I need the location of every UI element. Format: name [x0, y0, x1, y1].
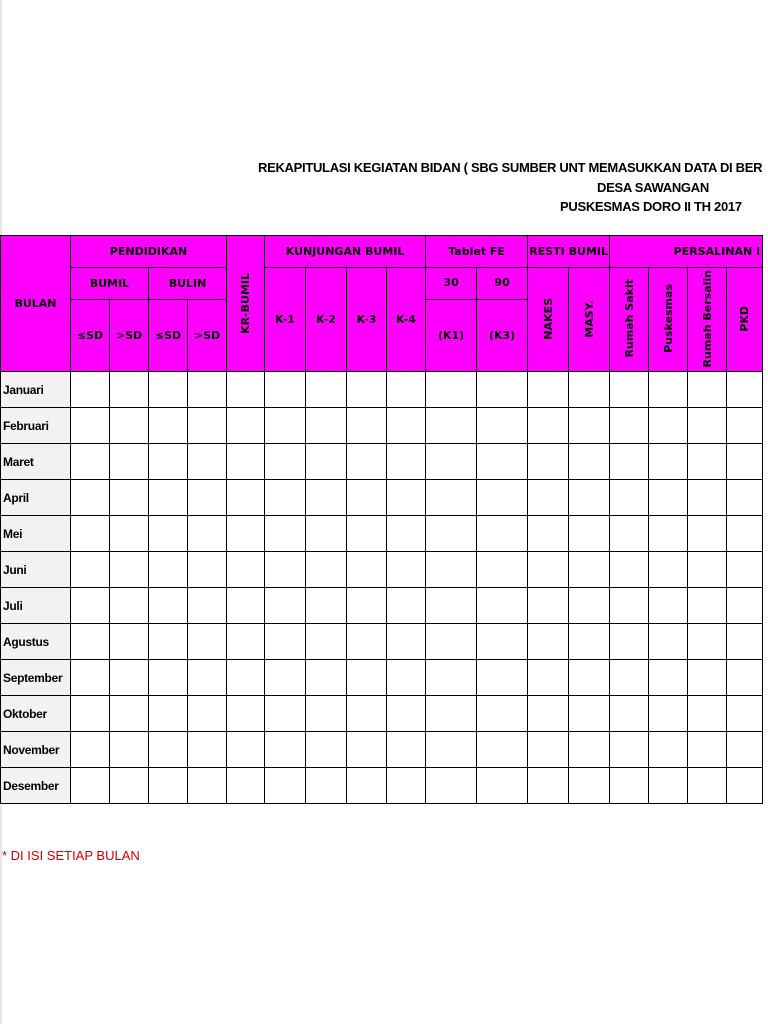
header-kr-bumil: [227, 236, 265, 372]
data-cell[interactable]: [347, 660, 387, 696]
table-row: [1, 624, 763, 660]
data-cell[interactable]: [306, 732, 347, 768]
data-cell[interactable]: [477, 408, 528, 444]
data-cell[interactable]: [306, 408, 347, 444]
data-cell[interactable]: [649, 696, 688, 732]
data-cell[interactable]: [387, 768, 426, 804]
data-cell[interactable]: [110, 552, 149, 588]
data-cell[interactable]: [110, 732, 149, 768]
data-cell[interactable]: [71, 732, 110, 768]
data-cell[interactable]: [347, 696, 387, 732]
header-persalinan: PERSALINAN I: [610, 236, 763, 268]
pkd-label: PKD: [738, 305, 752, 332]
table-row: [1, 588, 763, 624]
data-cell[interactable]: [265, 624, 306, 660]
month-label: Mei: [1, 516, 71, 552]
header-nakes: [528, 268, 569, 372]
data-cell[interactable]: [528, 480, 569, 516]
data-cell[interactable]: [347, 732, 387, 768]
data-cell[interactable]: [649, 768, 688, 804]
table-row: [1, 732, 763, 768]
data-cell[interactable]: [477, 372, 528, 408]
data-cell[interactable]: [306, 768, 347, 804]
data-cell[interactable]: [569, 732, 610, 768]
data-cell[interactable]: [477, 516, 528, 552]
header-masy: [569, 268, 610, 372]
data-cell[interactable]: [426, 444, 477, 480]
data-cell[interactable]: [426, 768, 477, 804]
data-cell[interactable]: [149, 444, 188, 480]
data-cell[interactable]: [649, 444, 688, 480]
header-rumah-bersalin: [688, 268, 727, 372]
kr-bumil-label: KR-BUMIL: [239, 273, 253, 334]
data-cell[interactable]: [265, 408, 306, 444]
data-cell[interactable]: [188, 588, 227, 624]
data-cell[interactable]: [188, 372, 227, 408]
data-cell[interactable]: [387, 588, 426, 624]
data-cell[interactable]: [528, 588, 569, 624]
data-cell[interactable]: [569, 480, 610, 516]
data-cell[interactable]: [188, 768, 227, 804]
data-cell[interactable]: [188, 552, 227, 588]
data-cell[interactable]: [227, 372, 265, 408]
rumah-sakit-label: Rumah Sakit: [622, 279, 636, 358]
data-cell[interactable]: [265, 372, 306, 408]
data-cell[interactable]: [477, 624, 528, 660]
data-cell[interactable]: [426, 480, 477, 516]
data-cell[interactable]: [227, 552, 265, 588]
data-cell[interactable]: [110, 768, 149, 804]
data-cell[interactable]: [477, 444, 528, 480]
data-cell[interactable]: [306, 516, 347, 552]
data-cell[interactable]: [688, 444, 727, 480]
data-cell[interactable]: [188, 516, 227, 552]
data-cell[interactable]: [149, 516, 188, 552]
data-cell[interactable]: [227, 444, 265, 480]
data-cell[interactable]: [688, 372, 727, 408]
data-cell[interactable]: [649, 660, 688, 696]
data-cell[interactable]: [649, 552, 688, 588]
header-bumil-gt-sd: >SD: [110, 300, 149, 372]
data-cell[interactable]: [188, 696, 227, 732]
data-cell[interactable]: [387, 660, 426, 696]
data-cell[interactable]: [649, 372, 688, 408]
data-cell[interactable]: [306, 660, 347, 696]
data-cell[interactable]: [528, 732, 569, 768]
data-cell[interactable]: [227, 660, 265, 696]
header-k2: K-2: [306, 268, 347, 372]
data-cell[interactable]: [610, 696, 649, 732]
month-label: April: [1, 480, 71, 516]
data-cell[interactable]: [347, 408, 387, 444]
header-tablet-30: 30: [426, 268, 477, 300]
month-label: Juni: [1, 552, 71, 588]
data-cell[interactable]: [347, 480, 387, 516]
data-cell[interactable]: [306, 552, 347, 588]
data-cell[interactable]: [387, 696, 426, 732]
table-row: [1, 372, 763, 408]
header-bulin-le-sd: ≤SD: [149, 300, 188, 372]
data-cell[interactable]: [426, 588, 477, 624]
data-cell[interactable]: [688, 624, 727, 660]
data-cell[interactable]: [727, 480, 763, 516]
data-cell[interactable]: [347, 768, 387, 804]
data-cell[interactable]: [71, 624, 110, 660]
data-cell[interactable]: [727, 696, 763, 732]
table-row: [1, 516, 763, 552]
data-cell[interactable]: [71, 480, 110, 516]
data-cell[interactable]: [688, 696, 727, 732]
data-cell[interactable]: [306, 372, 347, 408]
data-cell[interactable]: [149, 732, 188, 768]
data-cell[interactable]: [649, 516, 688, 552]
data-cell[interactable]: [610, 588, 649, 624]
data-cell[interactable]: [149, 768, 188, 804]
data-cell[interactable]: [265, 552, 306, 588]
data-cell[interactable]: [477, 588, 528, 624]
data-cell[interactable]: [528, 408, 569, 444]
data-cell[interactable]: [569, 768, 610, 804]
header-bumil: BUMIL: [71, 268, 149, 300]
data-cell[interactable]: [188, 480, 227, 516]
data-cell[interactable]: [727, 768, 763, 804]
data-cell[interactable]: [188, 444, 227, 480]
table-row: [1, 696, 763, 732]
data-cell[interactable]: [71, 516, 110, 552]
data-cell[interactable]: [688, 768, 727, 804]
data-cell[interactable]: [347, 588, 387, 624]
data-cell[interactable]: [71, 768, 110, 804]
header-bulan: BULAN: [1, 236, 71, 372]
header-rumah-sakit: [610, 268, 649, 372]
village-name: DESA SAWANGAN: [597, 180, 709, 195]
data-cell[interactable]: [188, 732, 227, 768]
data-cell[interactable]: [110, 408, 149, 444]
data-cell[interactable]: [649, 732, 688, 768]
data-cell[interactable]: [71, 444, 110, 480]
data-cell[interactable]: [528, 768, 569, 804]
data-cell[interactable]: [306, 696, 347, 732]
header-tablet-k3: (K3): [477, 300, 528, 372]
data-cell[interactable]: [227, 696, 265, 732]
data-cell[interactable]: [149, 588, 188, 624]
data-cell[interactable]: [727, 444, 763, 480]
data-cell[interactable]: [426, 660, 477, 696]
data-cell[interactable]: [265, 444, 306, 480]
header-resti-bumil: RESTI BUMIL: [528, 236, 610, 268]
data-cell[interactable]: [528, 372, 569, 408]
data-cell[interactable]: [569, 696, 610, 732]
data-cell[interactable]: [727, 624, 763, 660]
data-cell[interactable]: [610, 552, 649, 588]
data-cell[interactable]: [727, 732, 763, 768]
month-label: Agustus: [1, 624, 71, 660]
data-cell[interactable]: [649, 480, 688, 516]
data-cell[interactable]: [426, 372, 477, 408]
data-cell[interactable]: [477, 660, 528, 696]
masy-label: MASY.: [582, 299, 596, 338]
data-cell[interactable]: [265, 660, 306, 696]
header-tablet-fe: Tablet FE: [426, 236, 528, 268]
data-cell[interactable]: [149, 372, 188, 408]
month-label: Februari: [1, 408, 71, 444]
data-cell[interactable]: [110, 444, 149, 480]
data-cell[interactable]: [727, 516, 763, 552]
data-cell[interactable]: [149, 408, 188, 444]
data-cell[interactable]: [110, 480, 149, 516]
data-cell[interactable]: [387, 624, 426, 660]
table-row: [1, 408, 763, 444]
data-cell[interactable]: [649, 624, 688, 660]
data-cell[interactable]: [387, 372, 426, 408]
table-row: [1, 660, 763, 696]
midwife-activity-table: [0, 235, 763, 804]
table-row: [1, 552, 763, 588]
header-tablet-k1: (K1): [426, 300, 477, 372]
month-label: September: [1, 660, 71, 696]
header-k3: K-3: [347, 268, 387, 372]
data-cell[interactable]: [227, 768, 265, 804]
data-cell[interactable]: [688, 588, 727, 624]
data-cell[interactable]: [188, 660, 227, 696]
data-cell[interactable]: [688, 408, 727, 444]
data-cell[interactable]: [387, 732, 426, 768]
health-center-year: PUSKESMAS DORO II TH 2017: [560, 199, 742, 214]
data-cell[interactable]: [426, 516, 477, 552]
data-cell[interactable]: [477, 480, 528, 516]
data-cell[interactable]: [528, 516, 569, 552]
month-label: Juli: [1, 588, 71, 624]
data-cell[interactable]: [727, 660, 763, 696]
data-cell[interactable]: [306, 588, 347, 624]
data-cell[interactable]: [477, 696, 528, 732]
report-title: REKAPITULASI KEGIATAN BIDAN ( SBG SUMBER UNT MEMASUKKAN DATA DI BER: [258, 160, 763, 175]
data-cell[interactable]: [265, 732, 306, 768]
table-row: [1, 444, 763, 480]
data-cell[interactable]: [569, 552, 610, 588]
data-cell[interactable]: [227, 480, 265, 516]
data-cell[interactable]: [71, 372, 110, 408]
data-cell[interactable]: [569, 660, 610, 696]
data-cell[interactable]: [477, 552, 528, 588]
data-cell[interactable]: [110, 696, 149, 732]
table-row: [1, 768, 763, 804]
data-cell[interactable]: [306, 624, 347, 660]
data-cell[interactable]: [727, 372, 763, 408]
data-cell[interactable]: [265, 768, 306, 804]
data-cell[interactable]: [71, 588, 110, 624]
data-cell[interactable]: [477, 768, 528, 804]
data-cell[interactable]: [265, 696, 306, 732]
data-cell[interactable]: [306, 444, 347, 480]
data-cell[interactable]: [149, 480, 188, 516]
data-cell[interactable]: [649, 588, 688, 624]
data-cell[interactable]: [688, 480, 727, 516]
data-cell[interactable]: [71, 660, 110, 696]
header-tablet-90: 90: [477, 268, 528, 300]
data-cell[interactable]: [528, 552, 569, 588]
data-cell[interactable]: [569, 372, 610, 408]
data-cell[interactable]: [649, 408, 688, 444]
data-cell[interactable]: [110, 624, 149, 660]
data-cell[interactable]: [347, 444, 387, 480]
data-cell[interactable]: [227, 516, 265, 552]
month-label: November: [1, 732, 71, 768]
data-cell[interactable]: [71, 696, 110, 732]
month-label: Desember: [1, 768, 71, 804]
data-cell[interactable]: [610, 516, 649, 552]
data-cell[interactable]: [610, 768, 649, 804]
data-cell[interactable]: [306, 480, 347, 516]
data-cell[interactable]: [610, 660, 649, 696]
month-label: Januari: [1, 372, 71, 408]
data-cell[interactable]: [188, 408, 227, 444]
data-cell[interactable]: [227, 588, 265, 624]
data-cell[interactable]: [426, 552, 477, 588]
data-cell[interactable]: [569, 588, 610, 624]
data-cell[interactable]: [528, 660, 569, 696]
data-cell[interactable]: [110, 372, 149, 408]
header-k1: K-1: [265, 268, 306, 372]
data-cell[interactable]: [149, 624, 188, 660]
data-cell[interactable]: [610, 480, 649, 516]
data-cell[interactable]: [227, 408, 265, 444]
header-bumil-le-sd: ≤SD: [71, 300, 110, 372]
data-cell[interactable]: [347, 624, 387, 660]
month-label: Oktober: [1, 696, 71, 732]
data-cell[interactable]: [265, 516, 306, 552]
header-pkd: [727, 268, 763, 372]
data-cell[interactable]: [387, 480, 426, 516]
data-cell[interactable]: [610, 732, 649, 768]
data-cell[interactable]: [528, 444, 569, 480]
data-cell[interactable]: [71, 408, 110, 444]
data-cell[interactable]: [569, 516, 610, 552]
data-cell[interactable]: [426, 696, 477, 732]
data-cell[interactable]: [426, 408, 477, 444]
data-cell[interactable]: [227, 624, 265, 660]
data-cell[interactable]: [227, 732, 265, 768]
data-cell[interactable]: [265, 588, 306, 624]
data-cell[interactable]: [149, 660, 188, 696]
puskesmas-label: Puskesmas: [661, 284, 675, 353]
data-cell[interactable]: [110, 588, 149, 624]
data-cell[interactable]: [610, 624, 649, 660]
data-cell[interactable]: [387, 516, 426, 552]
data-cell[interactable]: [110, 660, 149, 696]
data-cell[interactable]: [387, 552, 426, 588]
data-cell[interactable]: [426, 732, 477, 768]
month-label: Maret: [1, 444, 71, 480]
data-cell[interactable]: [477, 732, 528, 768]
data-cell[interactable]: [149, 552, 188, 588]
data-cell[interactable]: [387, 444, 426, 480]
data-cell[interactable]: [110, 516, 149, 552]
data-cell[interactable]: [387, 408, 426, 444]
data-cell[interactable]: [347, 372, 387, 408]
data-cell[interactable]: [71, 552, 110, 588]
data-cell[interactable]: [610, 372, 649, 408]
fill-monthly-note: * DI ISI SETIAP BULAN: [2, 848, 140, 863]
table-row: [1, 480, 763, 516]
header-k4: K-4: [387, 268, 426, 372]
data-cell[interactable]: [727, 552, 763, 588]
header-bulin-gt-sd: >SD: [188, 300, 227, 372]
data-cell[interactable]: [426, 624, 477, 660]
header-puskesmas: [649, 268, 688, 372]
data-cell[interactable]: [347, 552, 387, 588]
data-cell[interactable]: [528, 696, 569, 732]
data-cell[interactable]: [688, 732, 727, 768]
data-cell[interactable]: [528, 624, 569, 660]
data-cell[interactable]: [347, 516, 387, 552]
data-cell[interactable]: [688, 552, 727, 588]
data-cell[interactable]: [688, 516, 727, 552]
data-cell[interactable]: [727, 408, 763, 444]
data-cell[interactable]: [727, 588, 763, 624]
rumah-bersalin-label: Rumah Bersalin: [700, 269, 714, 368]
header-kunjungan-bumil: KUNJUNGAN BUMIL: [265, 236, 426, 268]
data-cell[interactable]: [610, 408, 649, 444]
nakes-label: NAKES: [541, 297, 555, 340]
header-bulin: BULIN: [149, 268, 227, 300]
header-pendidikan: PENDIDIKAN: [71, 236, 227, 268]
data-cell[interactable]: [265, 480, 306, 516]
data-cell[interactable]: [149, 696, 188, 732]
data-cell[interactable]: [610, 444, 649, 480]
data-cell[interactable]: [569, 624, 610, 660]
data-cell[interactable]: [188, 624, 227, 660]
data-cell[interactable]: [688, 660, 727, 696]
data-cell[interactable]: [569, 444, 610, 480]
data-cell[interactable]: [569, 408, 610, 444]
